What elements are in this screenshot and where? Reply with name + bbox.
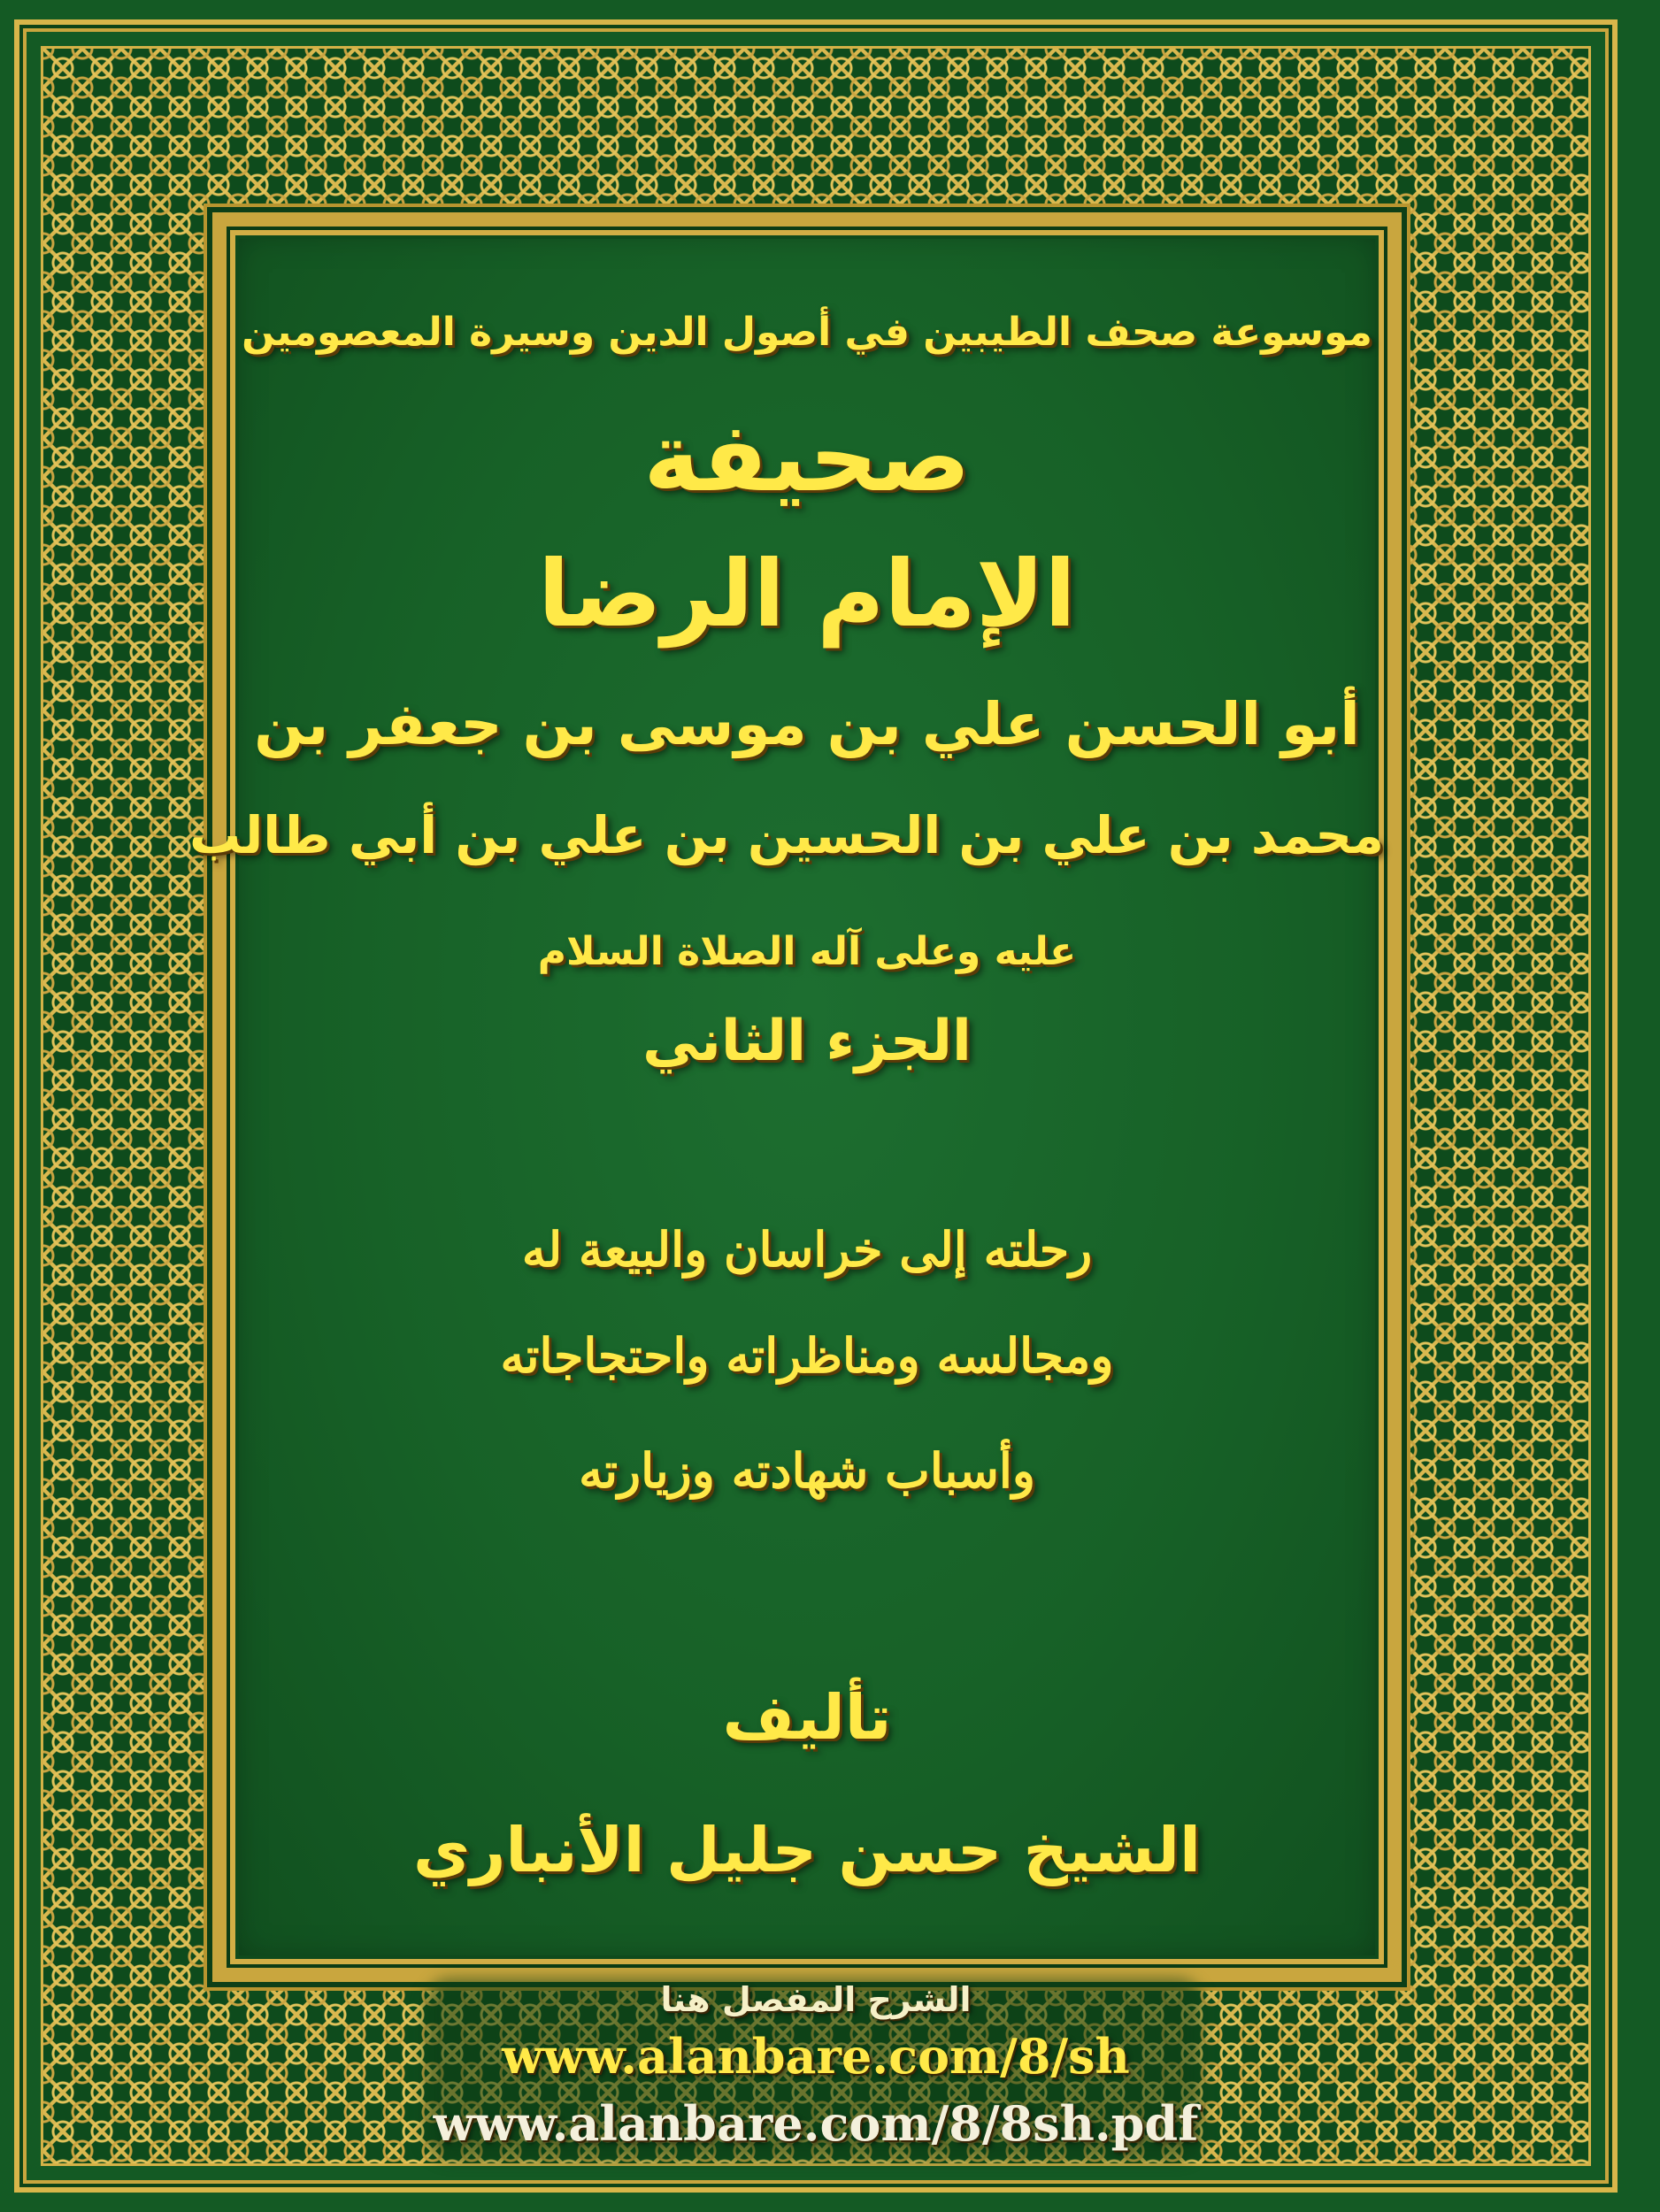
- footer-label: الشرح المفصل هنا: [660, 1980, 972, 2019]
- imam-name-line-2: محمد بن علي بن الحسين بن علي بن أبي طالب: [189, 805, 1384, 865]
- imam-name-line-1: أبو الحسن علي بن موسى بن جعفر بن: [254, 690, 1360, 758]
- title-panel: [189, 227, 1387, 1968]
- book-title-line-2: الإمام الرضا: [538, 540, 1076, 648]
- series-title: موسوعة صحف الطيبين في أصول الدين وسيرة المعصومين: [242, 310, 1372, 355]
- subtitle-line-1: رحلته إلى خراسان والبيعة له: [521, 1221, 1093, 1278]
- book-title-line-1: صحيفة: [643, 403, 971, 513]
- volume-label: الجزء الثاني: [642, 1009, 972, 1074]
- blessing-line: عليه وعلى آله الصلاة السلام: [537, 929, 1077, 974]
- subtitle-line-3: وأسباب شهادته وزيارته: [579, 1442, 1035, 1499]
- subtitle-line-2: ومجالسه ومناظراته واحتجاجاته: [500, 1327, 1114, 1384]
- title-panel-frame: [189, 212, 1402, 1982]
- footer-url-pdf-link[interactable]: www.alanbare.com/8/8sh.pdf: [433, 2095, 1199, 2152]
- author-name: الشيخ حسن جليل الأنباري: [412, 1814, 1202, 1886]
- author-label: تأليف: [722, 1681, 892, 1754]
- footer-url-html-link[interactable]: www.alanbare.com/8/sh: [502, 2028, 1130, 2085]
